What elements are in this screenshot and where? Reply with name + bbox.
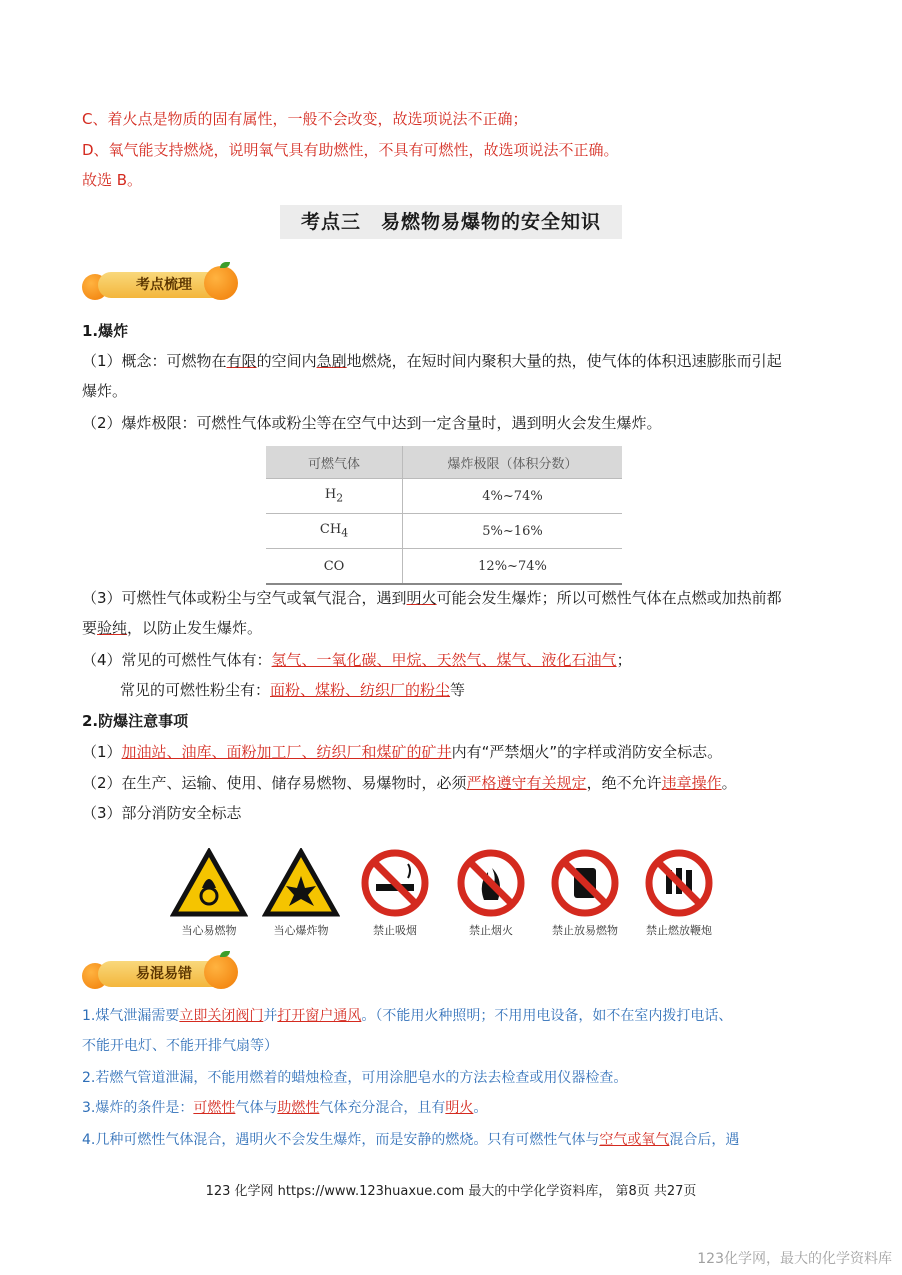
table-header-gas: 可燃气体	[266, 446, 403, 479]
table-row: $CH_4$ 5%~16%	[266, 514, 622, 549]
prevention-1: （1）加油站、油库、面粉加工厂、纺织厂和煤矿的矿井内有“严禁烟火”的字样或消防安全标志。	[82, 743, 723, 761]
heading-explosion: 1.爆炸	[82, 322, 129, 340]
badge-yihun	[82, 955, 242, 991]
flammable-warning-icon: 当心易燃物	[170, 848, 248, 922]
badge-label: 考点梳理	[98, 272, 230, 298]
safety-signs	[170, 848, 730, 943]
watermark: 123化学网，最大的化学资料库	[697, 1251, 892, 1267]
no-firecrackers-icon: 禁止燃放鞭炮	[640, 848, 718, 922]
orange-icon	[204, 955, 238, 989]
no-flammables-icon: 禁止放易燃物	[546, 848, 624, 922]
option-d: D、氧气能支持燃烧，说明氧气具有助燃性，不具有可燃性，故选项说法不正确。	[82, 141, 619, 159]
p3-line-2: 要验纯，以防止发生爆炸。	[82, 619, 263, 637]
concept-line-2: 爆炸。	[82, 382, 128, 400]
explosion-limit-table	[266, 446, 622, 585]
section-title: 考点三 易燃物易爆物的安全知识	[280, 205, 622, 239]
err-1b: 不能开电灯、不能开排气扇等）	[82, 1038, 278, 1054]
no-fire-icon: 禁止烟火	[452, 848, 530, 922]
badge-label: 易混易错	[98, 961, 230, 987]
badge-kaodian	[82, 266, 242, 302]
page-footer: 123 化学网 https://www.123huaxue.com 最大的中学化学资料库， 第8页 共27页	[205, 1184, 697, 1199]
answer: 故选 B。	[82, 171, 143, 189]
prevention-2: （2）在生产、运输、使用、储存易燃物、易爆物时，必须严格遵守有关规定，绝不允许违章操作。	[82, 774, 737, 792]
orange-icon	[204, 266, 238, 300]
option-c: C、着火点是物质的固有属性，一般不会改变，故选项说法不正确；	[82, 110, 528, 128]
limit-line: （2）爆炸极限：可燃性气体或粉尘等在空气中达到一定含量时，遇到明火会发生爆炸。	[82, 414, 662, 432]
concept-line: （1）概念：可燃物在有限的空间内急剧地燃烧，在短时间内聚积大量的热，使气体的体积迅速膨胀而引起	[82, 352, 782, 370]
err-1: 1.煤气泄漏需要立即关闭阀门并打开窗户通风。（不能用火种照明；不用用电设备，如不在室内拨打电话、	[82, 1008, 733, 1024]
err-4: 4.几种可燃性气体混合，遇明火不会发生爆炸，而是安静的燃烧。只有可燃性气体与空气或氧气混合后，遇	[82, 1132, 740, 1148]
gases-line: （4）常见的可燃性气体有：氢气、一氧化碳、甲烷、天然气、煤气、液化石油气；	[82, 651, 632, 669]
no-smoking-icon: 禁止吸烟	[356, 848, 434, 922]
err-3: 3.爆炸的条件是：可燃性气体与助燃性气体充分混合，且有明火。	[82, 1100, 488, 1116]
p3-line: （3）可燃性气体或粉尘与空气或氧气混合，遇到明火可能会发生爆炸；所以可燃性气体在点燃或加热前都	[82, 589, 782, 607]
table-row: CO 12%~74%	[266, 549, 622, 585]
table-row: $H_2$ 4%~74%	[266, 479, 622, 514]
err-2: 2.若燃气管道泄漏，不能用燃着的蜡烛检查，可用涂肥皂水的方法去检查或用仪器检查。	[82, 1070, 628, 1086]
explosive-warning-icon: 当心爆炸物	[262, 848, 340, 922]
heading-prevention: 2.防爆注意事项	[82, 712, 189, 730]
table-header-limit: 爆炸极限（体积分数）	[403, 446, 623, 479]
prevention-3: （3）部分消防安全标志	[82, 804, 242, 822]
dusts-line: 常见的可燃性粉尘有：面粉、煤粉、纺织厂的粉尘等	[120, 681, 466, 699]
